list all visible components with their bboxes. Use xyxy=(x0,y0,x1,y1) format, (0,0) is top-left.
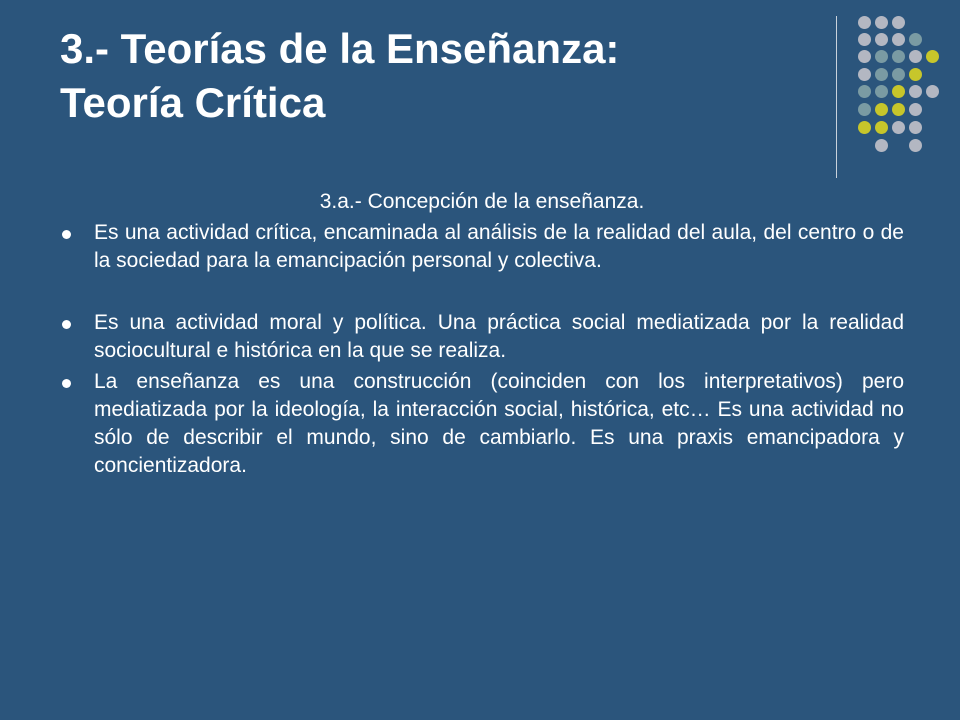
title-line-1: 3.- Teorías de la Enseñanza: xyxy=(60,25,620,72)
decorative-dot xyxy=(875,33,888,46)
decorative-dot xyxy=(875,139,888,152)
decorative-dot xyxy=(892,121,905,134)
decorative-dot xyxy=(858,50,871,63)
decorative-dot xyxy=(875,50,888,63)
bullet-icon xyxy=(62,379,71,388)
decorative-dot xyxy=(926,50,939,63)
decorative-dot xyxy=(909,33,922,46)
decorative-dot xyxy=(858,121,871,134)
slide-body xyxy=(60,188,904,480)
decorative-dot xyxy=(926,85,939,98)
decorative-dot xyxy=(892,85,905,98)
decorative-dot xyxy=(909,103,922,116)
decorative-dot xyxy=(892,50,905,63)
bullet-text: Es una actividad crítica, encaminada al análisis de la realidad del aula, del centro o de la sociedad para la emancipación personal y colectiva. xyxy=(94,221,904,272)
decorative-dot xyxy=(909,121,922,134)
bullet-text: Es una actividad moral y política. Una práctica social mediatizada por la realidad sociocultural e histórica en la que se realiza. xyxy=(94,311,904,362)
decorative-dot xyxy=(875,121,888,134)
decorative-dot xyxy=(909,50,922,63)
decorative-dot xyxy=(892,33,905,46)
decorative-dot xyxy=(875,85,888,98)
bullet-item xyxy=(60,219,904,275)
title-line-2: Teoría Crítica xyxy=(60,79,326,126)
decorative-dot xyxy=(858,33,871,46)
bullet-list xyxy=(60,219,904,480)
decorative-dot xyxy=(909,139,922,152)
decorative-dot xyxy=(892,103,905,116)
decorative-dot xyxy=(909,85,922,98)
decorative-dot xyxy=(858,68,871,81)
decorative-dot xyxy=(858,85,871,98)
decorative-dot xyxy=(858,16,871,29)
bullet-text: La enseñanza es una construcción (coinciden con los interpretativos) pero mediatizada por la ideología, la interacción social, histórica, etc… Es una actividad no sólo de describir el mundo, sino de cambiarlo. Es una praxis emancipadora y concientizadora. xyxy=(94,370,904,477)
bullet-icon xyxy=(62,320,71,329)
bullet-item xyxy=(60,368,904,480)
decorative-dot xyxy=(875,103,888,116)
decorative-dot xyxy=(892,68,905,81)
bullet-icon xyxy=(62,230,71,239)
decorative-dot xyxy=(875,16,888,29)
decorative-dot xyxy=(875,68,888,81)
decorative-dot xyxy=(858,103,871,116)
subheading: 3.a.- Concepción de la enseñanza. xyxy=(319,190,645,213)
bullet-item xyxy=(60,309,904,365)
decorative-dot xyxy=(892,16,905,29)
decorative-dot xyxy=(909,68,922,81)
dot-grid-icon xyxy=(0,0,960,200)
